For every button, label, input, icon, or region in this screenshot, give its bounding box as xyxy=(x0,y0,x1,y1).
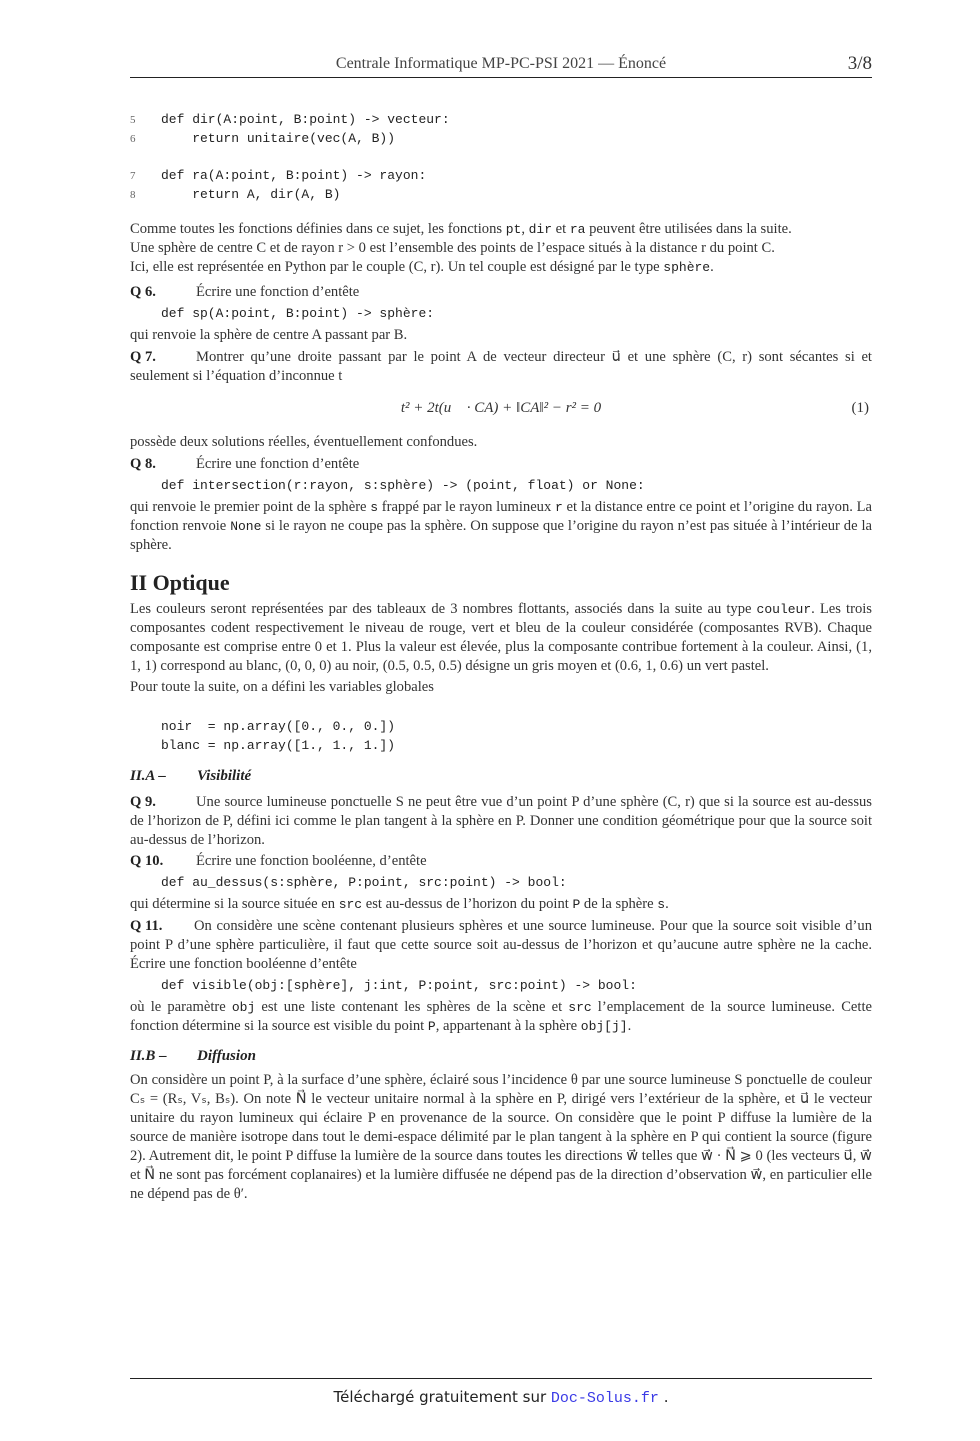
question-label: Q 7. xyxy=(130,349,156,365)
code-signature: def sp(A:point, B:point) -> sphère: xyxy=(161,306,435,321)
code-line: 6 return unitaire(vec(A, B)) xyxy=(130,131,396,146)
code-signature: def au_dessus(s:sphère, P:point, src:point) -> bool: xyxy=(161,875,567,890)
code-line: noir = np.array([0., 0., 0.]) xyxy=(161,719,396,734)
doc-solus-link[interactable]: Doc-Solus.fr xyxy=(550,1390,659,1407)
question-label: Q 8. xyxy=(130,456,156,472)
code-line: 8 return A, dir(A, B) xyxy=(130,187,341,202)
code-signature: def visible(obj:[sphère], j:int, P:point, src:point) -> bool: xyxy=(161,978,637,993)
footer: Téléchargé gratuitement sur Doc-Solus.fr . xyxy=(333,1388,669,1407)
question-label: Q 6. xyxy=(130,284,156,300)
question-label: Q 10. xyxy=(130,853,164,869)
question-9: Q 9. Une source lumineuse ponctuelle S ne peut être vue d’un point P d’une sphère (C, r) que si la source est au-dessus de l’horizon de P, défini ici comme le plan tangent à la sphère en P. Donner une condition géométrique pour que la source soit au-dessus de l’horizon. xyxy=(130,794,872,848)
equation-1 xyxy=(130,400,872,422)
question-7: Q 7. Montrer qu’une droite passant par le point A de vecteur directeur u⃗ et une sphère (C, r) sont sécantes si et seulement si l’équation d’inconnue t xyxy=(130,349,872,384)
section-title: II Optique xyxy=(130,570,230,595)
question-6: Q 6. Écrire une fonction d’entête def sp(A:point, B:point) -> sphère: qui renvoie la sphère de centre A passant par B. xyxy=(130,283,872,345)
question-7-after: possède deux solutions réelles, éventuellement confondues. xyxy=(130,434,478,450)
code-signature: def intersection(r:rayon, s:sphère) -> (point, float) or None: xyxy=(161,478,645,493)
section-2-intro: Les couleurs seront représentées par des tableaux de 3 nombres flottants, associés dans la suite au type couleur. Les trois composantes codent respectivement le niveau de rouge, vert et bleu de la couleur considérée (composantes RVB). Chaque composante est comprise entre 0 et 1. Plus la valeur est élevée, plus la composante contribue fortement à la couleur. Ainsi, (1, 1, 1) correspond au blanc, (0, 0, 0) au noir, (0.5, 0.5, 0.5) désigne un gris moyen et (0.6, 1, 0.6) un vert pastel. Pour toute la suite, on a défini les variables globales xyxy=(130,601,872,695)
globals-code xyxy=(161,717,395,755)
subsection-title: II.B – Diffusion xyxy=(130,1048,256,1064)
footer-rule xyxy=(130,1378,872,1379)
header-title: Centrale Informatique MP-PC-PSI 2021 — Énoncé xyxy=(335,55,667,72)
equation-formula: t² + 2t(u⃗ · CA) + ‖CA‖² − r² = 0 xyxy=(400,400,602,416)
intro-paragraph: Comme toutes les fonctions définies dans ce sujet, les fonctions pt, dir et ra peuvent être utilisées dans la suite. Une sphère de centre C et de rayon r > 0 est l’ensemble des points de l’espace situés à la distance r du point C. Ici, elle est représentée en Python par le couple (C, r). Un tel couple est désigné par le type sphère. xyxy=(130,221,792,275)
code-line: blanc = np.array([1., 1., 1.]) xyxy=(161,738,396,753)
code-line: 5 def dir(A:point, B:point) -> vecteur: xyxy=(130,112,450,127)
code-listing-top xyxy=(130,110,450,204)
question-8: Q 8. Écrire une fonction d’entête def intersection(r:rayon, s:sphère) -> (point, float) or None: qui renvoie le premier point de la sphère s frappé par le rayon lumineux r et la distance entre ce point et l’origine du rayon. La fonction renvoie None si le rayon ne coupe pas la sphère. On suppose que l’origine du rayon n’est pas située à l’intérieur de la sphère. xyxy=(130,456,872,553)
question-10: Q 10. Écrire une fonction booléenne, d’entête def au_dessus(s:sphère, P:point, src:point) -> bool: qui détermine si la source située en src est au-dessus de l’horizon du point P de la sphère s. xyxy=(130,852,872,914)
equation-number: (1) xyxy=(851,400,869,416)
page-header xyxy=(130,55,872,78)
page-number: 3/8 xyxy=(847,53,872,74)
subsection-title: II.A – Visibilité xyxy=(130,768,252,784)
diffusion-paragraph: On considère un point P, à la surface d’une sphère, éclairé sous l’incidence θ par une source lumineuse S ponctuelle de couleur Cₛ = (Rₛ, Vₛ, Bₛ). On note N⃗ le vecteur unitaire normal à la sphère en P, dirigé vers l’extérieur de la sphère, et u⃗ le vecteur unitaire du rayon lumineux qui éclaire P en provenance de la source. On considère que le point P diffuse la lumière de la source de manière isotrope dans tout le demi-espace délimité par le plan tangent à la sphère en P qui contient la source (figure 2). Autrement dit, le point P diffuse la lumière de la source dans toutes les directions w⃗ telles que w⃗ · N⃗ ⩾ 0 (les vecteurs u⃗, w⃗ et N⃗ ne sont pas forcément coplanaires) et la lumière diffusée ne dépend pas de la direction d’observation w⃗, en particulier elle ne dépend pas de θ′. xyxy=(130,1072,872,1202)
question-label: Q 11. xyxy=(130,918,163,934)
code-line: 7 def ra(A:point, B:point) -> rayon: xyxy=(130,168,427,183)
question-11: Q 11. On considère une scène contenant plusieurs sphères et une source lumineuse. Pour que la source soit visible d’un point P d’une sphère particulière, il faut que cette source soit au-dessus de l’horizon et qu’aucune autre sphère ne la cache. Écrire une fonction booléenne d’entête def visible(obj:[sphère], j:int, P:point, src:point) -> bool: où le paramètre obj est une liste contenant les sphères de la scène et src l’emplacement de la source lumineuse. Cette fonction détermine si la source est visible du point P, appartenant à la sphère obj[j]. xyxy=(130,918,872,1034)
question-label: Q 9. xyxy=(130,794,156,810)
